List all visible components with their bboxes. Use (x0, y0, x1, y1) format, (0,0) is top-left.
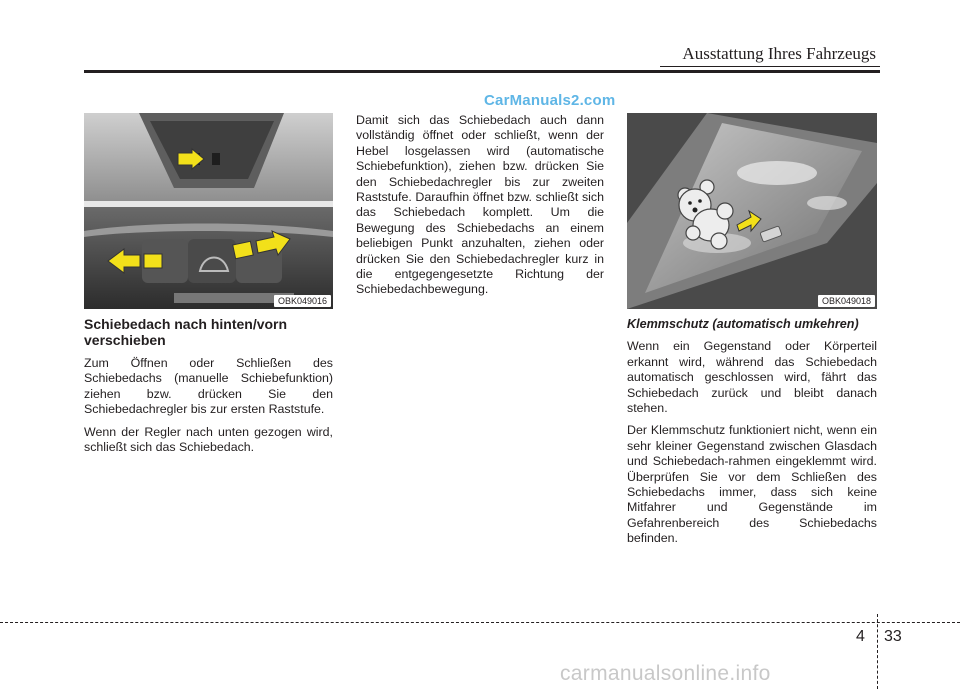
header-rule (84, 70, 880, 73)
middle-text-column (356, 113, 604, 305)
left-text-column (84, 316, 333, 462)
section-heading-slide: Schiebedach nach hinten/vorn verschieben (84, 316, 288, 348)
paragraph: Zum Öffnen oder Schließen des Schiebedachs (manuelle Schiebefunktion) ziehen bzw. drücken Sie den Schiebedachregler bis zur ersten Raststufe. (84, 356, 333, 417)
right-text-column (627, 317, 877, 554)
figure-code-left: OBK049016 (274, 295, 331, 307)
footer-divider (0, 622, 960, 623)
section-heading-auto-reverse: Klemmschutz (automatisch umkehren) (627, 317, 859, 331)
footer-vertical-divider (877, 614, 878, 689)
paragraph: Damit sich das Schiebedach auch dann vollständig öffnet oder schließt, wenn der Hebel losgelassen wird (automatische Schiebefunktion), ziehen bzw. drücken Sie den Schiebedachregler bis zur zweiten Raststufe. Daraufhin öffnet bzw. schließt sich das Schiebedach komplett. Um die Bewegung des Schiebedachs an einem beliebigen Punkt anzuhalten, ziehen oder drücken Sie den Schiebedachregler kurz in die entgegengesetzte Richtung der Schiebedachbewegung. (356, 113, 604, 297)
sunroof-auto-reverse-figure (627, 113, 877, 309)
sunroof-switch-figure (84, 113, 333, 309)
watermark-footer-link[interactable]: carmanualsonline.info (560, 662, 771, 685)
header-rule-thin (660, 66, 880, 67)
sunroof-switch-illustration (84, 113, 333, 309)
page-number: 33 (884, 628, 902, 645)
paragraph: Wenn der Regler nach unten gezogen wird, schließt sich das Schiebedach. (84, 424, 333, 455)
watermark-link[interactable]: CarManuals2.com (484, 92, 616, 109)
header-title: Ausstattung Ihres Fahrzeugs (682, 44, 876, 63)
chapter-number: 4 (856, 628, 865, 645)
paragraph: Der Klemmschutz funktioniert nicht, wenn ein sehr kleiner Gegenstand zwischen Glasdach und Schiebedach-rahmen eingeklemmt wird. Überprüfen Sie vor dem Schließen des Schiebedachs immer, dass sich keine Mitfahrer und Gegenstände im Gefahrenbereich des Schiebedachs befinden. (627, 423, 877, 546)
figure-code-right: OBK049018 (818, 295, 875, 307)
sunroof-auto-reverse-illustration (627, 113, 877, 309)
paragraph: Wenn ein Gegenstand oder Körperteil erkannt wird, während das Schiebedach automatisch geschlossen wird, fährt das Schiebedach zurück und bleibt danach stehen. (627, 339, 877, 416)
